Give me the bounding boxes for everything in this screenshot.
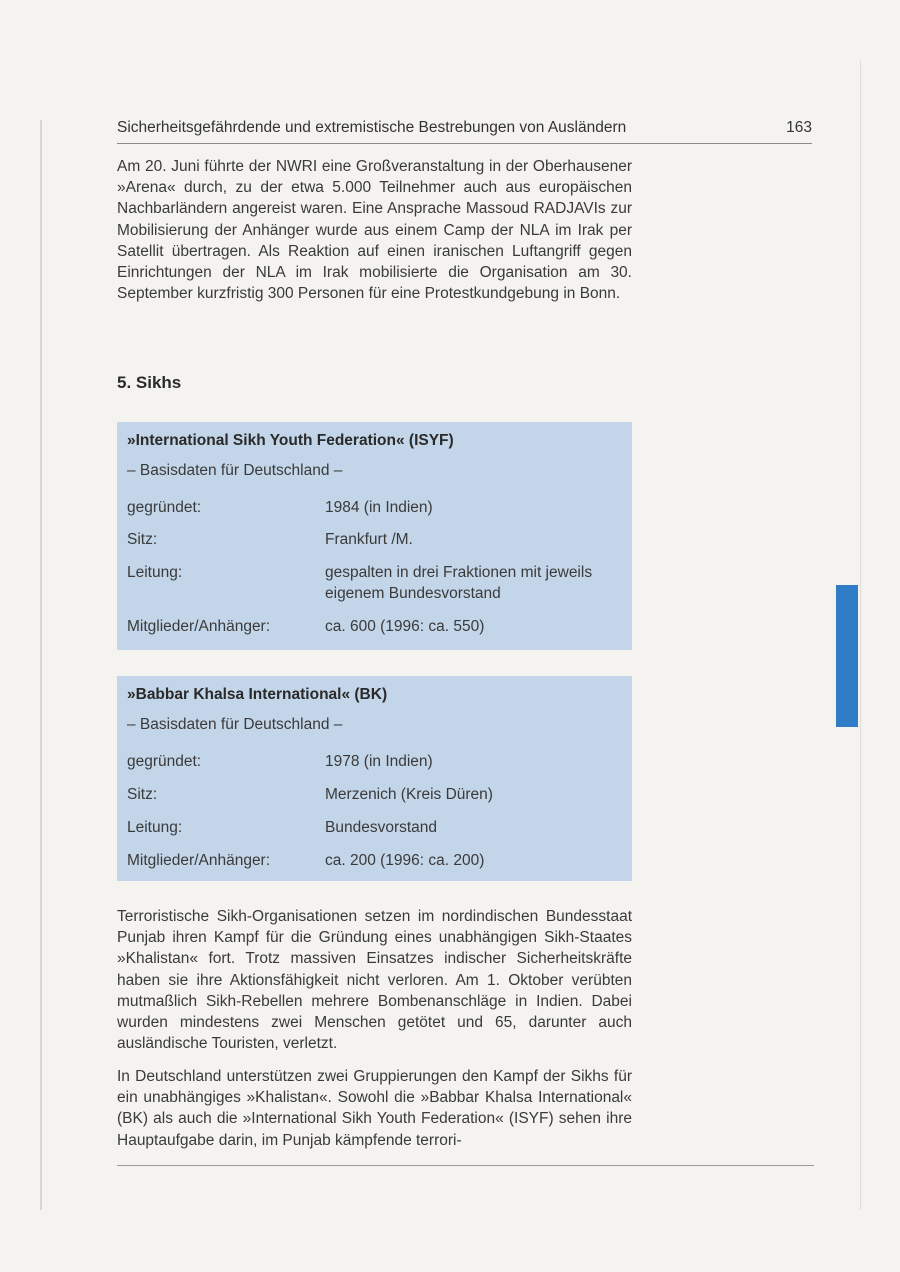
members-value: ca. 600 (1996: ca. 550) (325, 618, 485, 635)
info-box-isyf (117, 422, 632, 650)
leadership-value: Bundesvorstand (325, 819, 438, 836)
page-number: 163 (786, 119, 812, 136)
box-subtitle: – Basisdaten für Deutschland – (127, 462, 343, 479)
seat-label: Sitz: (127, 786, 158, 803)
paragraph-terror: Terroristische Sikh-Organisationen setzen im nordindischen Bundesstaat Punjab ihren Kampf für die Gründung eines unabhängigen Sikh-Staates »Khalistan« fort. Trotz massiven Einsatzes indischer Sicherheitskräfte haben sie ihre Aktionsfähigkeit nicht verloren. Am 1. Oktober verübten mutmaßlich Sikh-Rebellen mehrere Bombenanschläge in Indien. Dabei wurden mindestens zwei Menschen getötet und 65, darunter auch ausländische Touristen, verletzt. (117, 908, 632, 1053)
members-value: ca. 200 (1996: ca. 200) (325, 852, 485, 869)
box-title: »Babbar Khalsa International« (BK) (127, 686, 388, 703)
founded-value: 1978 (in Indien) (325, 753, 433, 770)
leadership-label: Leitung: (127, 819, 183, 836)
page-edge-left (40, 120, 42, 1210)
chapter-side-tab (836, 585, 858, 727)
members-label: Mitglieder/Anhänger: (127, 618, 271, 635)
box-subtitle: – Basisdaten für Deutschland – (127, 716, 343, 733)
footer-rule (117, 1165, 814, 1166)
box-title: »International Sikh Youth Federation« (ISYF) (127, 432, 454, 449)
info-box-bk (117, 676, 632, 881)
members-label: Mitglieder/Anhänger: (127, 852, 271, 869)
founded-label: gegründet: (127, 753, 202, 770)
paragraph-germany: In Deutschland unterstützen zwei Gruppierungen den Kampf der Sikhs für ein unabhängiges »Khalistan«. Sowohl die »Babbar Khalsa International« (BK) als auch die »International Sikh Youth Federation« (ISYF) sehen ihre Hauptaufgabe darin, im Punjab kämpfende terrori- (117, 1068, 632, 1149)
seat-value: Frankfurt /M. (325, 531, 413, 548)
founded-label: gegründet: (127, 499, 202, 516)
seat-value: Merzenich (Kreis Düren) (325, 786, 493, 803)
founded-value: 1984 (in Indien) (325, 499, 433, 516)
running-header (117, 117, 812, 144)
seat-label: Sitz: (127, 531, 158, 548)
header-title: Sicherheitsgefährdende und extremistische Bestrebungen von Ausländern (117, 119, 627, 136)
paragraph-intro: Am 20. Juni führte der NWRI eine Großveranstaltung in der Oberhausener »Arena« durch, zu der etwa 5.000 Teilnehmer auch aus europäischen Nachbarländern angereist waren. Eine Ansprache Massoud RADJAVIs zur Mobilisierung der Anhänger wurde aus einem Camp der NLA im Irak per Satellit übertragen. Als Reaktion auf einen iranischen Luftangriff gegen Einrichtungen der NLA im Irak mobilisierte die Organisation am 30. September kurzfristig 300 Personen für eine Protestkundgebung in Bonn. (117, 158, 632, 303)
leadership-value: gespalten in drei Fraktionen mit jeweils eigenem Bundesvorstand (325, 564, 593, 602)
leadership-label: Leitung: (127, 564, 183, 581)
section-heading: 5. Sikhs (117, 373, 182, 392)
page-edge-right (860, 60, 861, 1210)
